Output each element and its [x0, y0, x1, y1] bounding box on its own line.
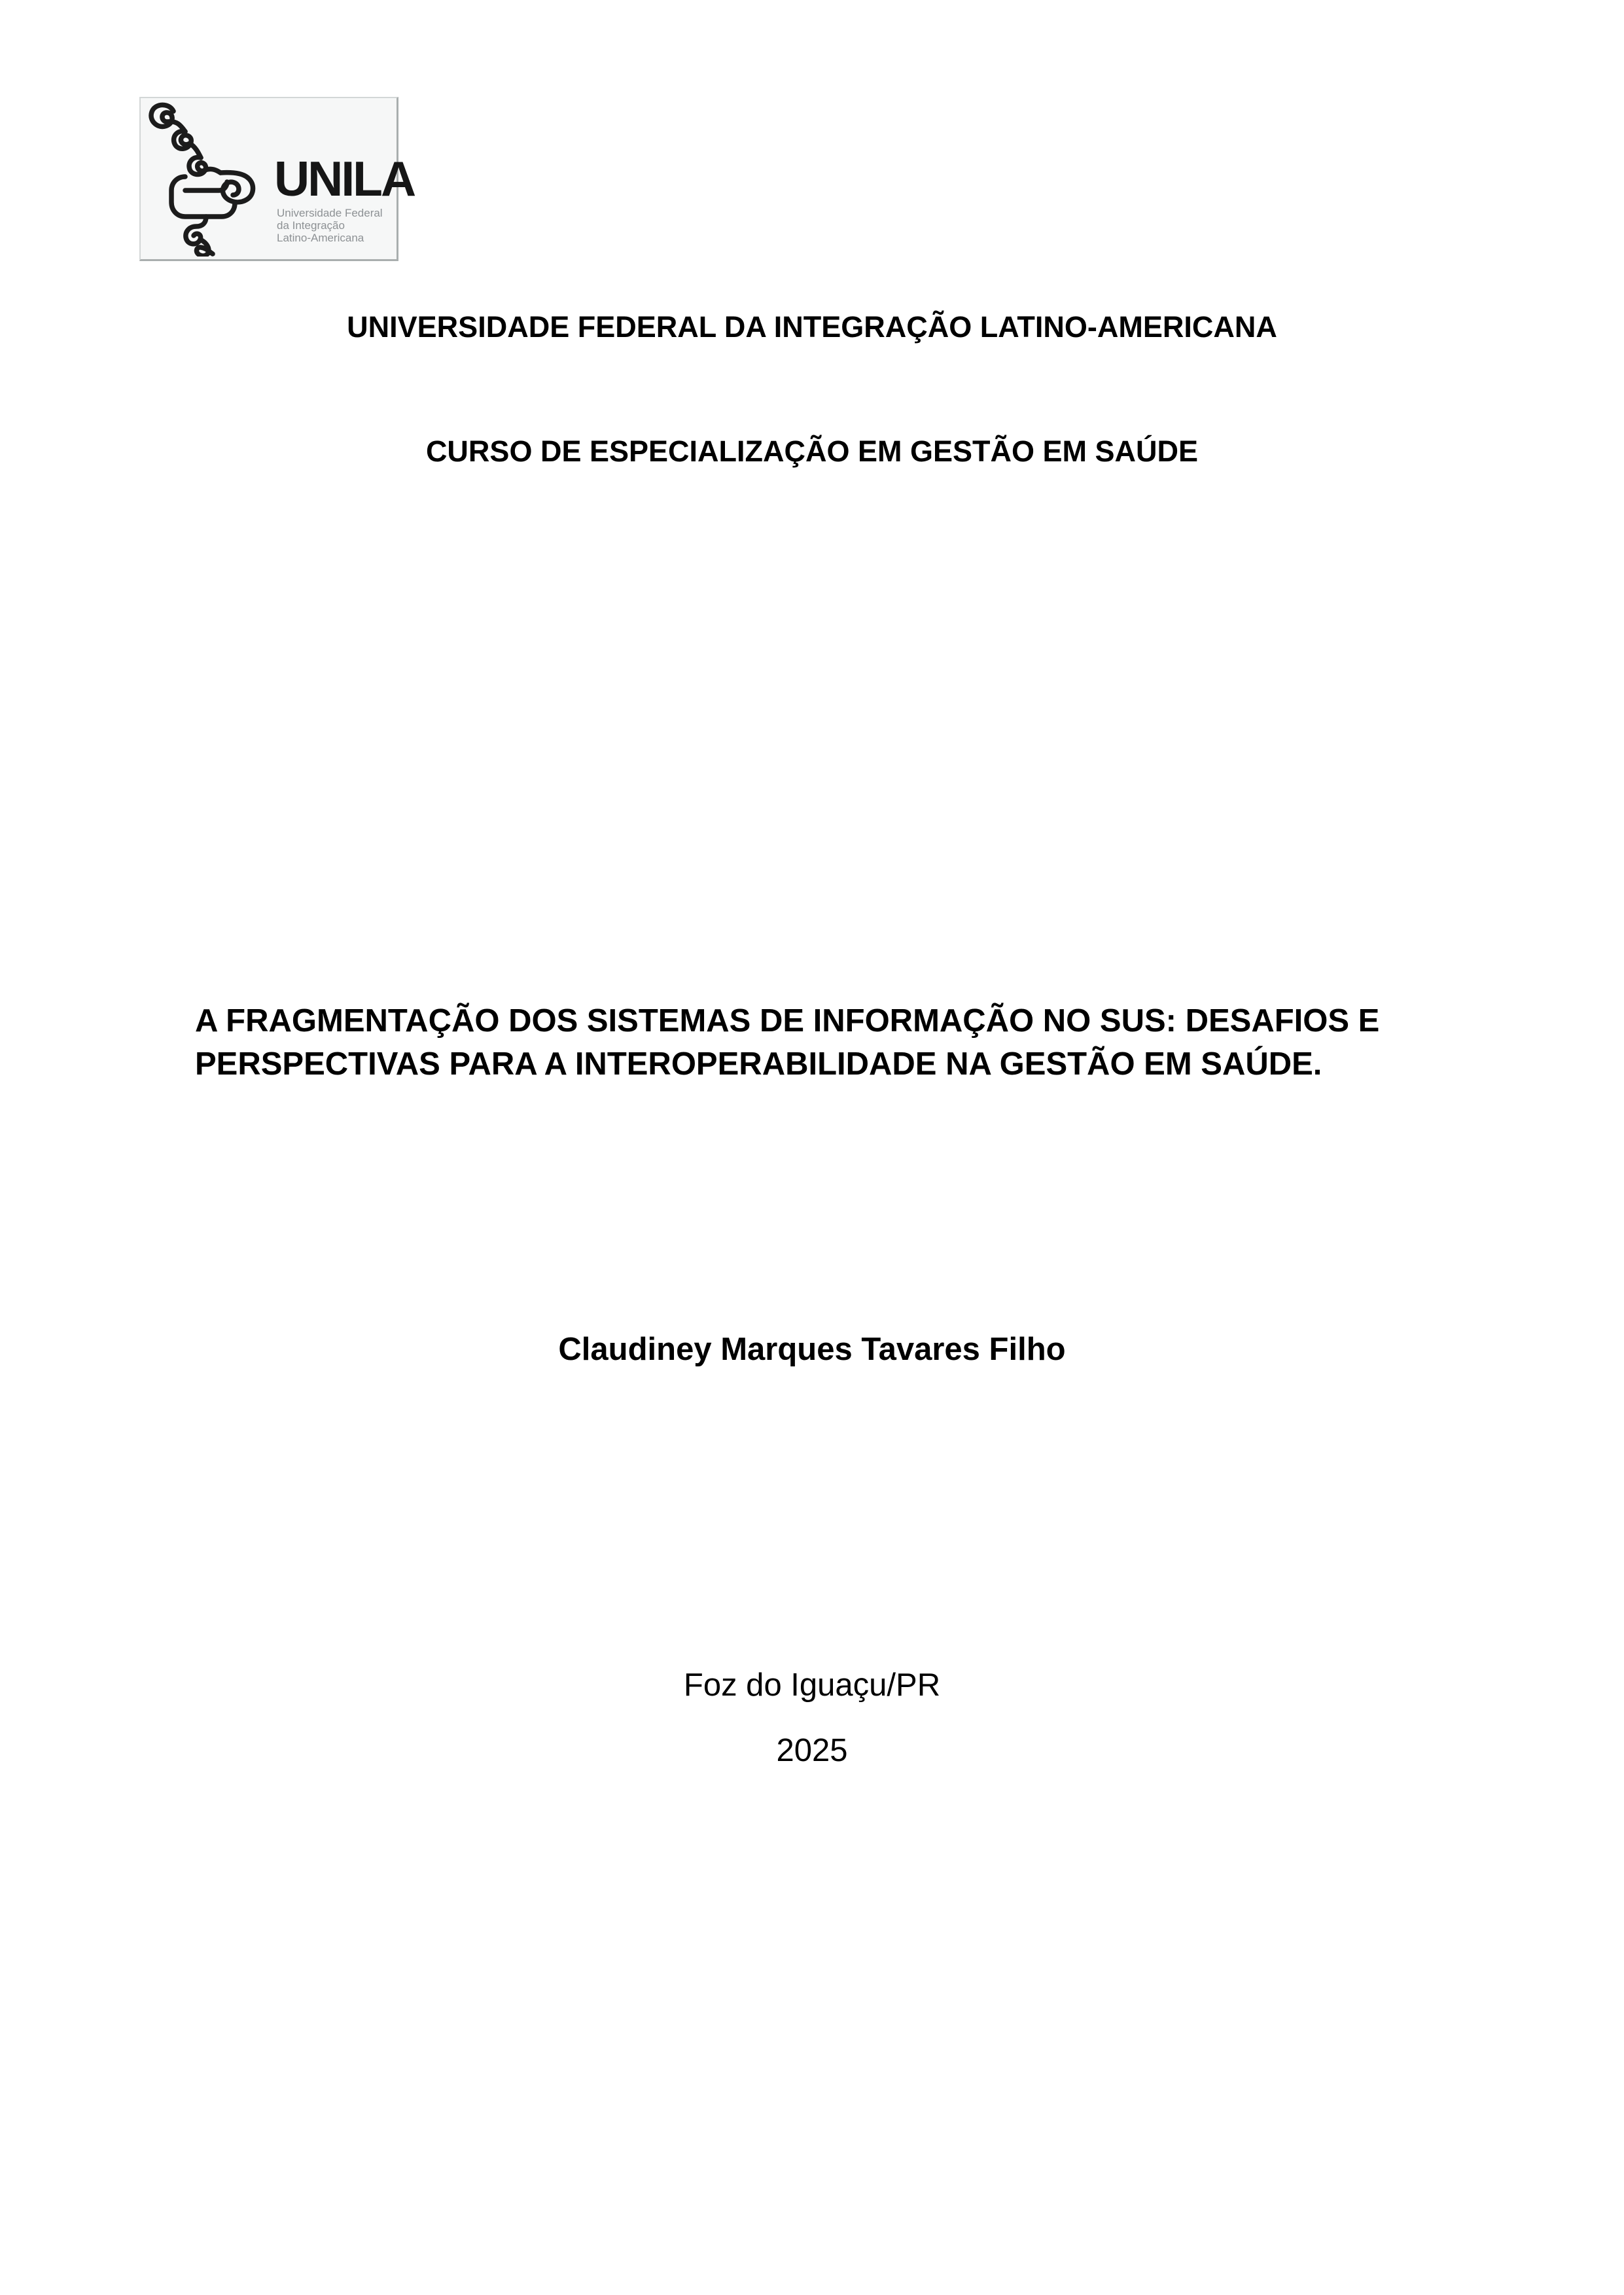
- year-line: 2025: [776, 1733, 848, 1768]
- unila-knot-art-icon: [142, 99, 276, 257]
- university-name-heading: UNIVERSIDADE FEDERAL DA INTEGRAÇÃO LATINO-AMERICANA: [347, 310, 1277, 344]
- work-title: [195, 999, 1435, 1086]
- location-line: Foz do Iguaçu/PR: [683, 1667, 941, 1703]
- unila-subtext-line1: Universidade Federal: [277, 207, 383, 219]
- author-name: Claudiney Marques Tavares Filho: [558, 1332, 1066, 1367]
- unila-subtext-line3: Latino-Americana: [277, 232, 364, 244]
- unila-subtext-line2: da Integração: [277, 219, 345, 232]
- course-name-heading: CURSO DE ESPECIALIZAÇÃO EM GESTÃO EM SAÚDE: [425, 435, 1199, 468]
- unila-wordmark: UNILA: [274, 151, 415, 206]
- work-title-line2: PERSPECTIVAS PARA A INTEROPERABILIDADE NA GESTÃO EM SAÚDE.: [195, 1046, 1322, 1082]
- work-title-line1: A FRAGMENTAÇÃO DOS SISTEMAS DE INFORMAÇÃO NO SUS: DESAFIOS E: [195, 1003, 1380, 1039]
- unila-logo: [139, 97, 415, 261]
- unila-logo-subtext: [277, 207, 383, 244]
